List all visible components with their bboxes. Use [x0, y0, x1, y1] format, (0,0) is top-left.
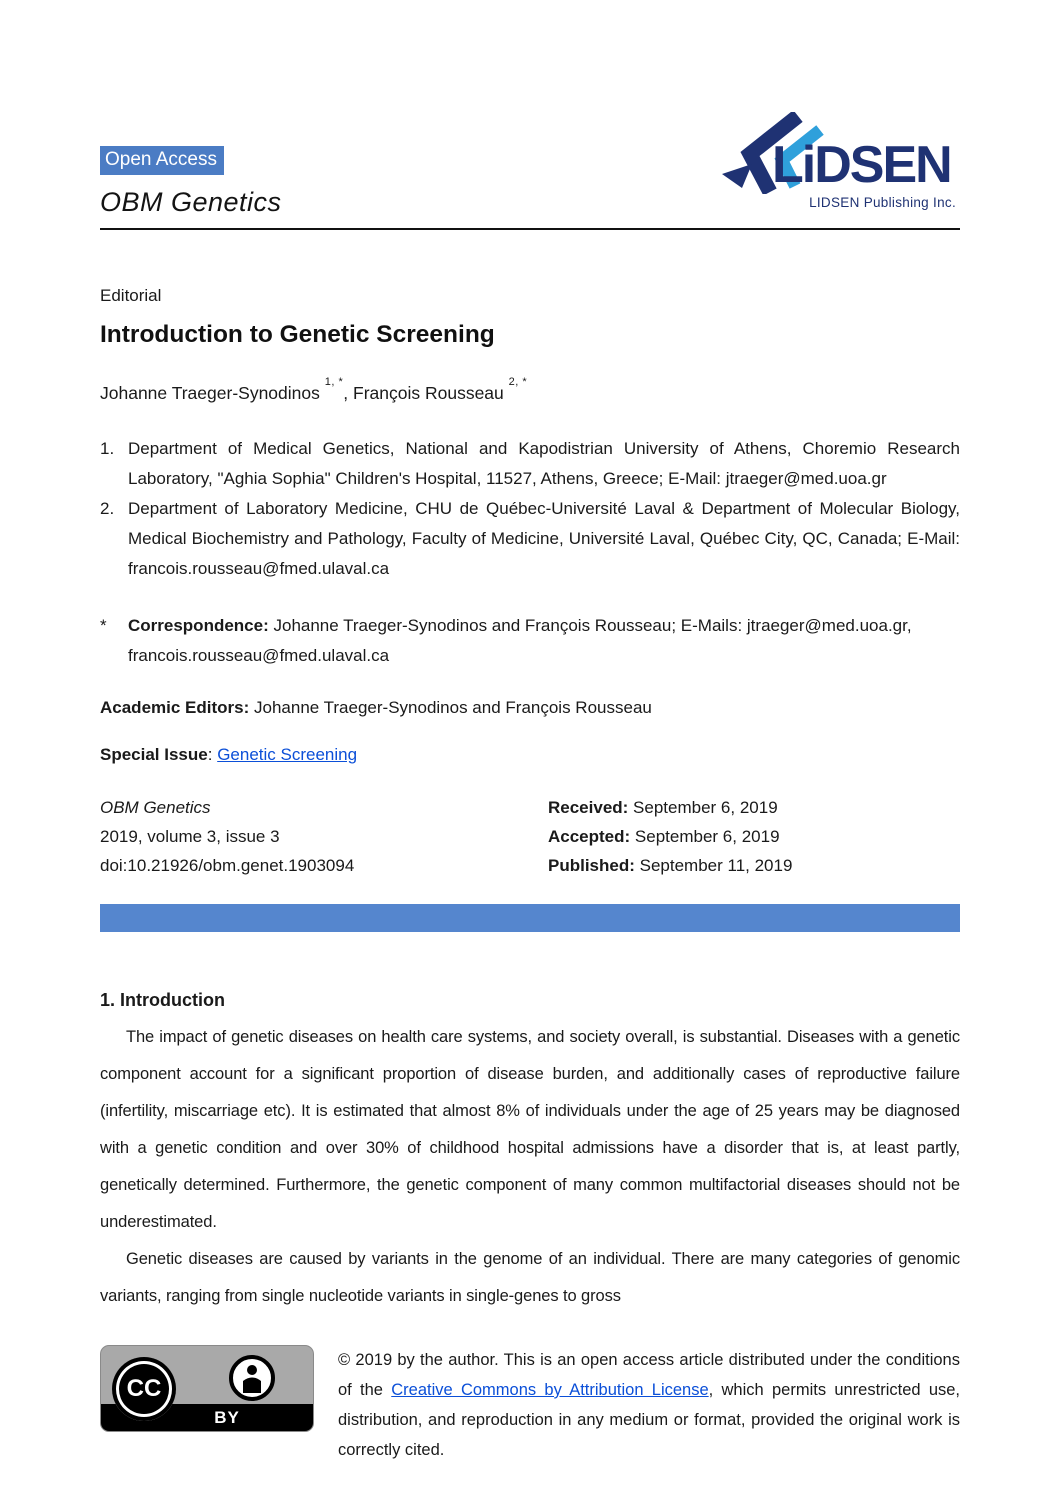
- author-separator: ,: [343, 382, 353, 403]
- section-accent-bar: [100, 904, 960, 932]
- meta-journal-column: [100, 793, 548, 880]
- special-issue-line: [100, 745, 960, 765]
- special-issue-label: Special Issue: [100, 744, 208, 764]
- affiliation-list: [100, 434, 960, 584]
- correspondence-label: Correspondence:: [128, 615, 274, 635]
- publisher-logo: [710, 112, 960, 210]
- cc-by-badge: [100, 1345, 314, 1432]
- correspondence-block: [100, 611, 960, 671]
- cc-icon: CC: [112, 1357, 176, 1421]
- section-heading-introduction: 1. Introduction: [100, 989, 225, 1010]
- author-affiliation-sup: 2, *: [508, 376, 528, 389]
- published-label: Published:: [548, 855, 640, 875]
- affiliation-number: 2.: [100, 498, 115, 518]
- logo-tagline: LIDSEN Publishing Inc.: [809, 195, 956, 210]
- correspondence-text: [128, 611, 960, 671]
- affiliation-item: [100, 434, 960, 494]
- accepted-date: September 6, 2019: [634, 826, 780, 846]
- academic-editors-label: Academic Editors:: [100, 697, 254, 717]
- published-date: September 11, 2019: [639, 855, 793, 875]
- body-paragraph: The impact of genetic diseases on health care systems, and society overall, is substantial. Diseases with a genetic component account for a significant proportion of disease burden, and additionally cases of reproductive failure (infertility, miscarriage etc). It is estimated that almost 8% of individuals under the age of 25 years may be diagnosed with a genetic condition and over 30% of childhood hospital admissions have a disorder that is, at least partly, genetically determined. Furthermore, the genetic component of many common multifactorial diseases should not be underestimated.: [100, 1027, 960, 1231]
- meta-volume-issue: 2019, volume 3, issue 3: [100, 826, 280, 846]
- meta-journal-name: OBM Genetics: [100, 797, 211, 817]
- affiliation-text: Department of Laboratory Medicine, CHU de Québec-Université Laval & Department of Molecular Biology, Medical Biochemistry and Pathology, Faculty of Medicine, Université Laval, Québec City, QC, Canada; E-Mail: francois.rousseau@fmed.ulaval.ca: [128, 498, 960, 578]
- special-issue-link[interactable]: Genetic Screening: [217, 744, 358, 764]
- affiliation-text: Department of Medical Genetics, National and Kapodistrian University of Athens, Choremio Research Laboratory, "Aghia Sophia" Children's Hospital, 11527, Athens, Greece; E-Mail: jtraeger@med.uoa.gr: [128, 438, 960, 488]
- author-name: François Rousseau: [353, 382, 504, 403]
- correspondence-value: Johanne Traeger-Synodinos and François Rousseau; E-Mails: jtraeger@med.uoa.gr, francois.rousseau@fmed.ulaval.ca: [128, 615, 912, 665]
- cc-by-label: BY: [101, 1404, 313, 1431]
- license-text: [338, 1345, 960, 1465]
- meta-received: [548, 793, 960, 822]
- received-date: September 6, 2019: [633, 797, 778, 817]
- svg-text:LiDSEN: LiDSEN: [772, 136, 951, 194]
- open-access-badge: Open Access: [100, 146, 224, 175]
- creative-commons-license-link[interactable]: Creative Commons by Attribution License: [391, 1380, 709, 1399]
- meta-dates-column: [548, 793, 960, 880]
- affiliation-number: 1.: [100, 438, 115, 458]
- accepted-label: Accepted:: [548, 826, 635, 846]
- author-name: Johanne Traeger-Synodinos: [100, 382, 320, 403]
- article-type-label: Editorial: [100, 285, 162, 305]
- body-paragraph: Genetic diseases are caused by variants in the genome of an individual. There are many categories of genomic variants, ranging from single nucleotide variants in single-genes to gross: [100, 1249, 960, 1305]
- journal-header: [100, 112, 282, 218]
- page-header: [100, 112, 960, 218]
- header-divider: [100, 228, 960, 230]
- special-issue-separator: :: [207, 744, 218, 764]
- person-icon: [229, 1355, 275, 1401]
- meta-doi: doi:10.21926/obm.genet.1903094: [100, 855, 355, 875]
- correspondence-marker: *: [100, 615, 107, 635]
- license-text-after: , which permits unrestricted use, distribution, and reproduction in any medium or format, provided the original work is correctly cited.: [338, 1380, 961, 1459]
- publication-meta: [100, 793, 960, 880]
- received-label: Received:: [548, 797, 634, 817]
- license-text-before: © 2019 by the author. This is an open access article distributed under the conditions of the: [338, 1350, 960, 1399]
- author-line: [100, 376, 960, 404]
- academic-editors-value: Johanne Traeger-Synodinos and François Rousseau: [254, 697, 652, 717]
- lidsen-logo-icon: [710, 112, 960, 194]
- journal-name: OBM Genetics: [100, 186, 282, 217]
- author-affiliation-sup: 1, *: [324, 376, 344, 389]
- affiliation-item: [100, 494, 960, 584]
- meta-accepted: [548, 822, 960, 851]
- academic-editors-line: [100, 698, 960, 718]
- meta-published: [548, 851, 960, 880]
- license-block: [100, 1345, 960, 1465]
- article-title: Introduction to Genetic Screening: [100, 320, 495, 348]
